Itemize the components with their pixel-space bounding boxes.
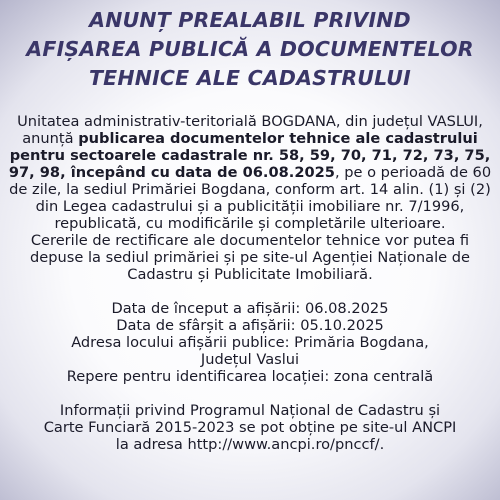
announcement-rest: , pe o perioadă de 60 de zile, la sediul Primăriei Bogdana, conform art. 14 alin. (1) și (2) din Legea cadastrului și a publicității imobiliare nr. 7/1996, republicată, cu modificările și completările ulterioare. bbox=[9, 164, 492, 232]
landmarks: Repere pentru identificarea locației: zona centrală bbox=[66, 368, 434, 385]
program-info-line-3: la adresa http://www.ancpi.ro/pnccf/. bbox=[115, 436, 385, 453]
program-info-line-2: Carte Funciară 2015-2023 se pot obține pe site-ul ANCPI bbox=[43, 419, 457, 436]
end-date: Data de sfârșit a afișării: 05.10.2025 bbox=[116, 317, 384, 334]
spacer bbox=[8, 283, 492, 300]
announcement-paragraph bbox=[8, 113, 492, 232]
title-line-2: AFIȘAREA PUBLICĂ A DOCUMENTELOR bbox=[26, 37, 474, 61]
address-line-2: Județul Vaslui bbox=[200, 351, 300, 368]
start-date: Data de început a afișării: 06.08.2025 bbox=[111, 300, 389, 317]
title-line-3: TEHNICE ALE CADASTRULUI bbox=[89, 66, 411, 90]
program-info-line-1: Informații privind Programul Național de Cadastru și bbox=[59, 402, 441, 419]
address-line-1: Adresa locului afișării publice: Primăria Bogdana, bbox=[71, 334, 429, 351]
rectification-paragraph: Cererile de rectificare ale documentelor tehnice vor putea fi depuse la sediul primăriei și pe site-ul Agenției Naționale de Cadastru și Publicitate Imobiliară. bbox=[29, 232, 470, 283]
announcement-highlight: publicarea documentelor tehnice ale cadastrului pentru sectoarele cadastrale nr. 58, 59, 70, 71, 72, 73, 75, 97, 98, începând cu data de 06.08.2025 bbox=[8, 130, 491, 181]
title-line-1: ANUNȚ PREALABIL PRIVIND bbox=[89, 8, 411, 32]
notice-title bbox=[0, 6, 500, 93]
notice-body bbox=[8, 113, 492, 453]
spacer bbox=[8, 385, 492, 402]
announcement-intro: Unitatea administrativ-teritorială BOGDANA, din județul VASLUI, anunță bbox=[17, 113, 483, 147]
